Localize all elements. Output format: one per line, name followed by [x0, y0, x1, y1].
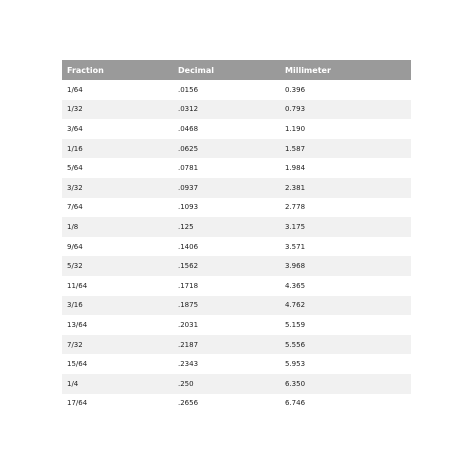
table-row: [62, 119, 411, 139]
cell-fraction: 5/64: [62, 158, 173, 178]
cell-millimeter: 6.746: [280, 394, 411, 414]
cell-decimal: .2187: [173, 335, 280, 355]
cell-decimal: .0625: [173, 139, 280, 159]
cell-fraction: 3/64: [62, 119, 173, 139]
table-row: [62, 374, 411, 394]
table-row: [62, 315, 411, 335]
cell-decimal: .0781: [173, 158, 280, 178]
cell-millimeter: 4.365: [280, 276, 411, 296]
cell-millimeter: 5.953: [280, 354, 411, 374]
cell-fraction: 11/64: [62, 276, 173, 296]
header-millimeter: Millimeter: [280, 60, 411, 80]
table-row: [62, 198, 411, 218]
cell-millimeter: 3.175: [280, 217, 411, 237]
cell-millimeter: 3.968: [280, 256, 411, 276]
conversion-table: [62, 60, 411, 413]
cell-fraction: 1/4: [62, 374, 173, 394]
cell-fraction: 3/32: [62, 178, 173, 198]
cell-decimal: .1562: [173, 256, 280, 276]
cell-millimeter: 0.396: [280, 80, 411, 100]
cell-decimal: .0312: [173, 100, 280, 120]
header-fraction: Fraction: [62, 60, 173, 80]
cell-millimeter: 5.556: [280, 335, 411, 355]
cell-millimeter: 5.159: [280, 315, 411, 335]
cell-fraction: 9/64: [62, 237, 173, 257]
table-row: [62, 276, 411, 296]
cell-decimal: .0937: [173, 178, 280, 198]
cell-fraction: 1/64: [62, 80, 173, 100]
cell-fraction: 1/32: [62, 100, 173, 120]
cell-decimal: .2656: [173, 394, 280, 414]
cell-millimeter: 3.571: [280, 237, 411, 257]
table-row: [62, 237, 411, 257]
cell-millimeter: 2.381: [280, 178, 411, 198]
table-header: [62, 60, 411, 80]
table-row: [62, 178, 411, 198]
cell-decimal: .2031: [173, 315, 280, 335]
cell-decimal: .0156: [173, 80, 280, 100]
cell-millimeter: 1.190: [280, 119, 411, 139]
table-row: [62, 296, 411, 316]
cell-decimal: .1875: [173, 296, 280, 316]
table-row: [62, 335, 411, 355]
table-row: [62, 217, 411, 237]
table-body: [62, 80, 411, 413]
cell-millimeter: 4.762: [280, 296, 411, 316]
cell-millimeter: 1.984: [280, 158, 411, 178]
table-row: [62, 256, 411, 276]
cell-decimal: .0468: [173, 119, 280, 139]
cell-fraction: 5/32: [62, 256, 173, 276]
cell-fraction: 7/64: [62, 198, 173, 218]
cell-fraction: 13/64: [62, 315, 173, 335]
cell-millimeter: 2.778: [280, 198, 411, 218]
table-row: [62, 158, 411, 178]
cell-decimal: .250: [173, 374, 280, 394]
table-row: [62, 80, 411, 100]
cell-fraction: 1/16: [62, 139, 173, 159]
cell-millimeter: 0.793: [280, 100, 411, 120]
header-row: [62, 60, 411, 80]
cell-fraction: 7/32: [62, 335, 173, 355]
cell-fraction: 15/64: [62, 354, 173, 374]
cell-decimal: .1718: [173, 276, 280, 296]
cell-fraction: 17/64: [62, 394, 173, 414]
cell-millimeter: 6.350: [280, 374, 411, 394]
cell-decimal: .1093: [173, 198, 280, 218]
cell-fraction: 3/16: [62, 296, 173, 316]
table-row: [62, 139, 411, 159]
table-row: [62, 394, 411, 414]
cell-fraction: 1/8: [62, 217, 173, 237]
header-decimal: Decimal: [173, 60, 280, 80]
cell-decimal: .2343: [173, 354, 280, 374]
table-row: [62, 100, 411, 120]
table-row: [62, 354, 411, 374]
cell-decimal: .1406: [173, 237, 280, 257]
cell-decimal: .125: [173, 217, 280, 237]
cell-millimeter: 1.587: [280, 139, 411, 159]
